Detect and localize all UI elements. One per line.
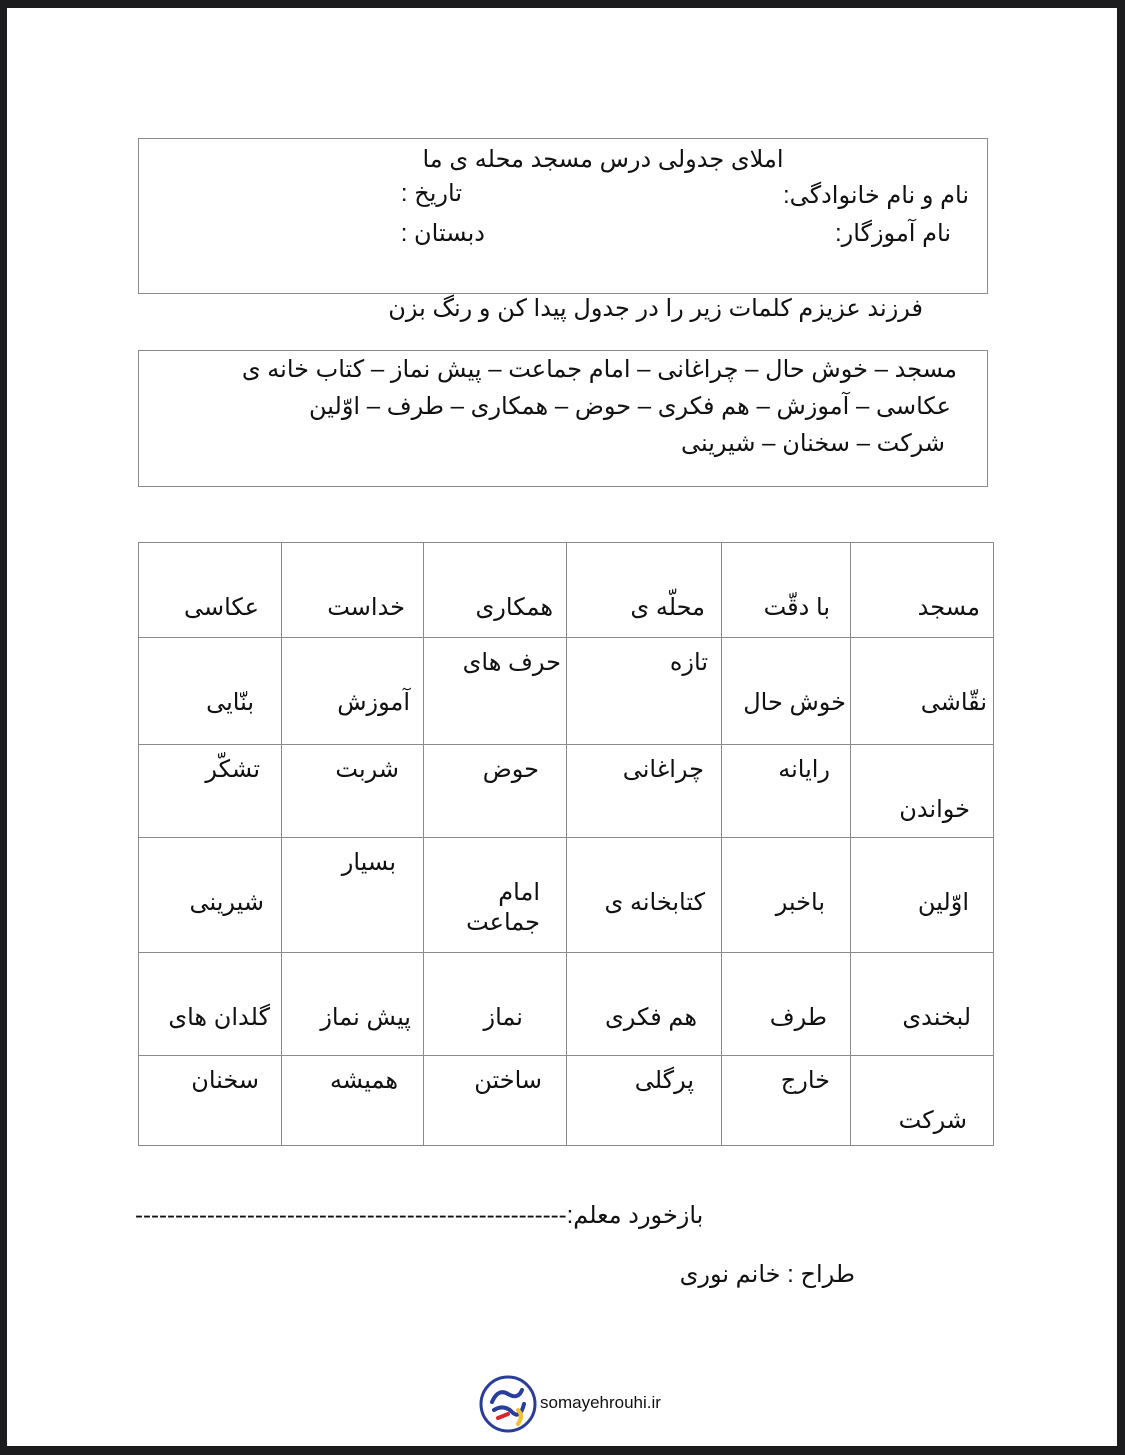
grid-cell-word: حرف های [462, 649, 561, 676]
grid-cell[interactable] [851, 543, 994, 638]
grid-cell[interactable] [722, 1056, 851, 1146]
site-url[interactable]: somayehrouhi.ir [540, 1393, 661, 1412]
grid-row [139, 745, 994, 838]
word-list-box [138, 350, 988, 487]
grid-cell[interactable] [282, 838, 424, 953]
word-grid-table [138, 542, 994, 1146]
grid-cell-word: لبخندی [902, 1004, 971, 1031]
grid-cell-word: خداست [327, 594, 405, 621]
grid-cell-word: شیرینی [189, 889, 264, 916]
school-label: دبستان : [400, 220, 485, 247]
grid-cell-word: محلّه ی [630, 594, 705, 621]
student-name-label: نام و نام خانوادگی: [783, 182, 969, 209]
grid-cell[interactable] [567, 638, 722, 745]
grid-cell-word: همکاری [475, 594, 553, 621]
grid-cell[interactable] [139, 1056, 282, 1146]
grid-cell[interactable] [567, 543, 722, 638]
logo-svg [478, 1374, 538, 1434]
grid-cell[interactable] [851, 638, 994, 745]
grid-cell[interactable] [851, 1056, 994, 1146]
grid-cell[interactable] [282, 1056, 424, 1146]
grid-cell-word: تازه [669, 649, 708, 676]
grid-cell[interactable] [282, 638, 424, 745]
teacher-name-label: نام آموزگار: [834, 220, 951, 247]
grid-cell[interactable] [851, 838, 994, 953]
grid-cell[interactable] [567, 745, 722, 838]
grid-cell-word: پیش نماز [320, 1004, 411, 1031]
header-box [138, 138, 988, 294]
grid-cell-word: سخنان [191, 1067, 259, 1094]
worksheet-title: املای جدولی درس مسجد محله ی ما [422, 146, 784, 173]
grid-row [139, 1056, 994, 1146]
grid-cell-word: مسجد [917, 594, 980, 621]
date-label: تاریخ : [400, 180, 462, 207]
grid-cell-word: چراغانی [622, 756, 704, 783]
grid-cell[interactable] [424, 953, 567, 1056]
word-list-line: شرکت – سخنان – شیرینی [680, 430, 945, 457]
grid-cell[interactable] [424, 838, 567, 953]
grid-cell-word: طرف [769, 1004, 827, 1031]
word-list-line: مسجد – خوش حال – چراغانی – امام جماعت – پیش نماز – کتاب خانه ی [241, 356, 957, 383]
teacher-feedback-line: بازخورد معلم:------------------------------------------------------ [135, 1202, 704, 1229]
grid-cell[interactable] [282, 745, 424, 838]
word-list-line: عکاسی – آموزش – هم فکری – حوض – همکاری – طرف – اوّلین [309, 393, 951, 420]
grid-cell[interactable] [567, 1056, 722, 1146]
grid-cell[interactable] [722, 638, 851, 745]
grid-cell[interactable] [139, 953, 282, 1056]
grid-row [139, 543, 994, 638]
grid-cell-word: آموزش [337, 689, 410, 716]
grid-cell-word: با دقّت [763, 594, 830, 621]
grid-cell[interactable] [139, 838, 282, 953]
grid-cell[interactable] [424, 1056, 567, 1146]
grid-cell-word: بسیار [341, 849, 396, 876]
grid-cell[interactable] [424, 638, 567, 745]
grid-cell[interactable] [567, 953, 722, 1056]
grid-cell[interactable] [722, 543, 851, 638]
grid-cell-word: نماز [483, 1004, 523, 1031]
grid-cell-word: باخبر [775, 889, 825, 916]
grid-cell[interactable] [139, 638, 282, 745]
grid-cell-word: خواندن [899, 796, 970, 823]
grid-cell-word: ساختن [474, 1067, 542, 1094]
grid-row [139, 638, 994, 745]
grid-cell-word: شرکت [898, 1107, 967, 1134]
grid-cell[interactable] [722, 745, 851, 838]
grid-cell[interactable] [424, 543, 567, 638]
instruction-text: فرزند عزیزم کلمات زیر را در جدول پیدا کن و رنگ بزن [388, 295, 923, 322]
grid-cell[interactable] [567, 838, 722, 953]
grid-cell-word: هم فکری [604, 1004, 697, 1031]
grid-cell[interactable] [282, 953, 424, 1056]
grid-cell-word: اوّلین [917, 889, 969, 916]
grid-cell[interactable] [424, 745, 567, 838]
grid-cell-word: خوش حال [743, 689, 846, 716]
grid-cell-word: کتابخانه ی [604, 889, 705, 916]
grid-cell[interactable] [722, 838, 851, 953]
grid-cell-word: حوض [482, 756, 539, 783]
grid-cell-word: همیشه [329, 1067, 398, 1094]
grid-cell[interactable] [139, 745, 282, 838]
worksheet-page [7, 8, 1117, 1446]
grid-cell-word: عکاسی [184, 594, 259, 621]
grid-cell-word: تشکّر [205, 756, 260, 783]
grid-cell[interactable] [851, 953, 994, 1056]
grid-row [139, 838, 994, 953]
grid-cell[interactable] [282, 543, 424, 638]
calligraphy-logo-icon [478, 1374, 538, 1434]
grid-cell-word: بنّایی [206, 689, 254, 716]
grid-cell-word: امام جماعت [466, 879, 540, 936]
grid-cell[interactable] [139, 543, 282, 638]
grid-cell-word: خارج [780, 1067, 830, 1094]
grid-cell-word: شربت [335, 756, 399, 783]
grid-cell-word: پرگلی [634, 1067, 694, 1094]
grid-cell-word: گلدان های [168, 1004, 270, 1031]
designer-credit: طراح : خانم نوری [679, 1261, 855, 1288]
grid-cell[interactable] [851, 745, 994, 838]
grid-cell-word: رایانه [778, 756, 830, 783]
grid-cell-word: نقّاشی [920, 689, 987, 716]
grid-cell[interactable] [722, 953, 851, 1056]
grid-row [139, 953, 994, 1056]
